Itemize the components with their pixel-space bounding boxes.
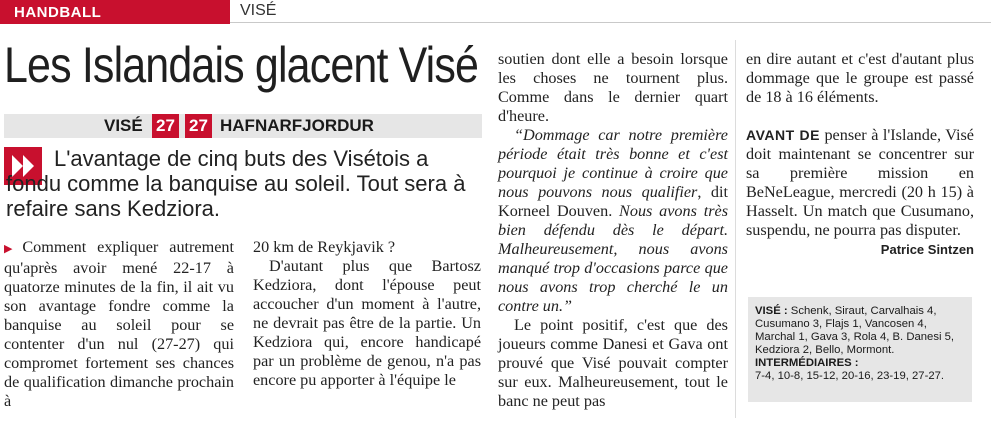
body-paragraph: Le point positif, c'est que des joueurs comme Danesi et Gava ont prouvé que Visé pouvait compter sur eux. Malheureusement, tout le banc ne peut pas — [498, 316, 728, 410]
lineup-team-label: VISÉ : — [755, 305, 788, 317]
body-paragraph: penser à l'Islande, Visé doit maintenant se concentrer sur sa première mission en BeNeLeague, mercredi (20 h 15) à Hasselt. Un match que Cusumano, suspendu, ne pourra pas disputer. — [746, 126, 974, 239]
author-byline: Patrice Sintzen — [880, 242, 974, 257]
body-paragraph: 20 km de Reykjavik ? — [253, 238, 396, 256]
quote-text: “Dommage car notre première période était très bonne et c'est pourquoi je continue à croire que nous pouvons nous qualifier — [498, 126, 728, 201]
body-column-1 — [4, 238, 234, 411]
away-team: HAFNARFJORDUR — [220, 116, 374, 135]
body-column-4 — [746, 50, 974, 259]
lineup-text — [755, 305, 969, 383]
quote-text: Nous avons très bien défendu dès le départ. Malheureusement, nous avons manqué trop d'occasions parce que nous avons trop cherché le un contre un.” — [498, 202, 728, 315]
intermediate-scores: 7-4, 10-8, 15-12, 20-16, 23-19, 27-27. — [755, 370, 945, 382]
body-paragraph: D'autant plus que Bartosz Kedziora, dont l'épouse peut accoucher d'un moment à l'autre, ne devrait pas être de la partie. Un Kedziora qui, encore handicapé par un problème de genou, n'a pas encore pu apporter à l'équipe le — [253, 257, 481, 389]
lineup-players: Schenk, Siraut, Carvalhais 4, Cusumano 3, Flajs 1, Vancosen 4, Marchal 1, Gava 3, Rola 4, B. Danesi 5, Kedziora 2, Bello, Mormont. — [755, 305, 955, 356]
bullet-icon: ▶ — [4, 243, 20, 255]
rubric-divider — [230, 22, 991, 23]
body-column-2 — [253, 238, 481, 390]
quote-attribution: , dit Korneel Douven. — [498, 183, 728, 220]
body-paragraph: en dire autant et c'est d'autant plus dommage que le groupe est passé de 18 à 16 éléments. — [746, 50, 974, 106]
article-headline: Les Islandais glacent Visé — [4, 37, 479, 93]
body-paragraph: Comment expliquer autrement qu'après avoir mené 22-17 à quatorze minutes de la fin, il ait vu son avantage fondre comme la banquise au soleil pour se contenter d'un nul (27-27) qui compromet fortement ses chances de qualification dimanche prochain à — [4, 238, 234, 410]
column-divider — [735, 40, 736, 418]
article-lead: L'avantage de cinq buts des Visétois a fondu comme la banquise au soleil. Tout sera à refaire sans Kedziora. — [6, 146, 466, 221]
intermediate-label: INTERMÉDIAIRES : — [755, 357, 859, 369]
home-score: 27 — [152, 114, 179, 138]
body-paragraph: soutien dont elle a besoin lorsque les choses ne tournent plus. Comme dans le dernier quart d'heure. — [498, 50, 728, 125]
paragraph-lead-in: AVANT DE — [746, 127, 820, 143]
away-score: 27 — [185, 114, 212, 138]
home-team: VISÉ — [104, 116, 143, 135]
body-column-3 — [498, 50, 728, 411]
section-subtitle: VISÉ — [240, 2, 277, 19]
section-rubric-label: HANDBALL — [14, 4, 102, 21]
